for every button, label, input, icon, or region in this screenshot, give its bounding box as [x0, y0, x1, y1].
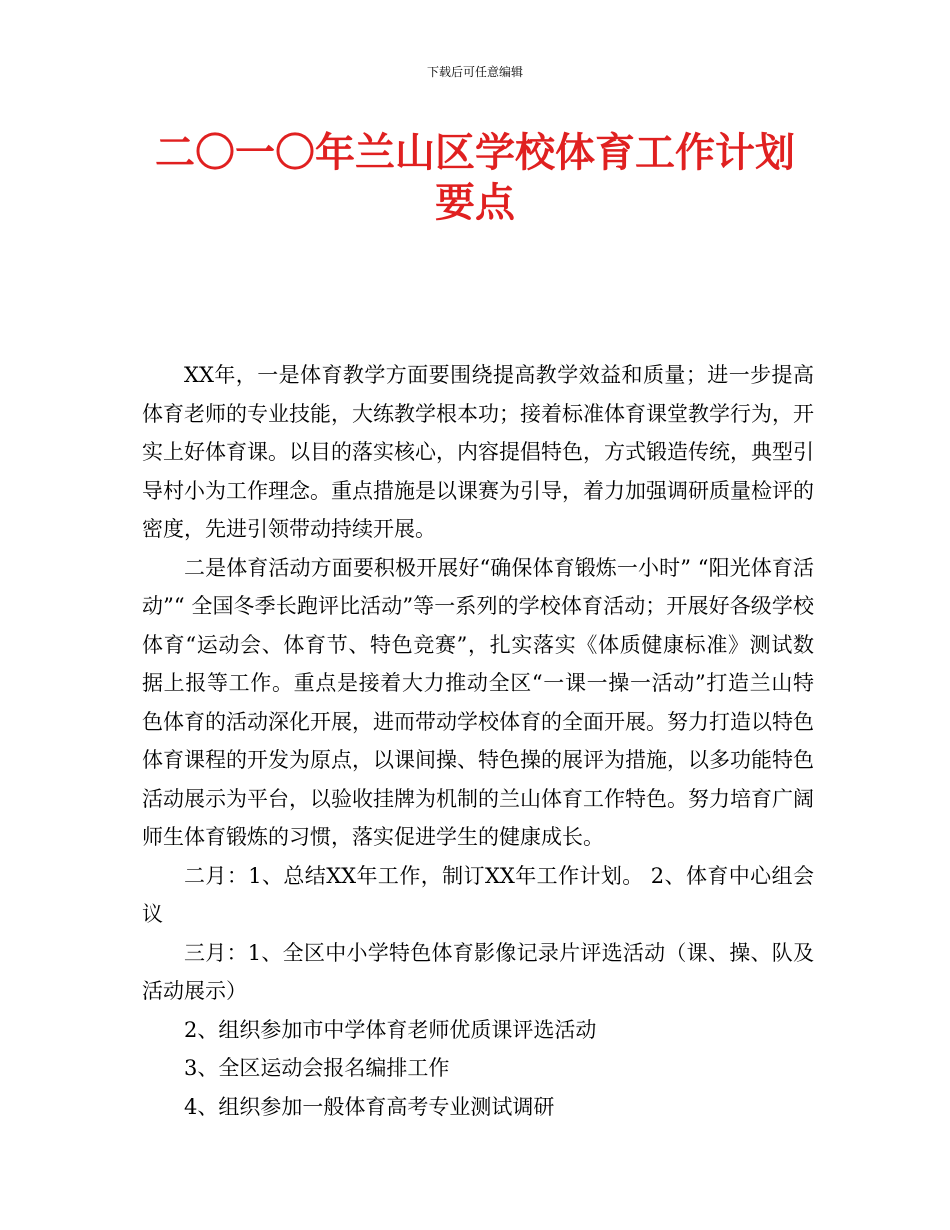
document-title — [120, 128, 830, 228]
page-header-note: 下载后可任意编辑 — [426, 65, 523, 79]
paragraph-activities: 二是体育活动方面要积极开展好“确保体育锻炼一小时” “阳光体育活动”“ 全国冬季长跑评比活动”等一系列的学校体育活动；开展好各级学校体育“运动会、体育节、特色竞赛”，扎实落实《体质健康标准》测试数据上报等工作。重点是接着大力推动全区“一课一操一活动”打造兰山特色体育的活动深化开展，进而带动学校体育的全面开展。努力打造以特色体育课程的开发为原点，以课间操、特色操的展评为措施，以多功能特色活动展示为平台，以验收挂牌为机制的兰山体育工作特色。努力培育广阔师生体育锻炼的习惯，落实促进学生的健康成长。 — [142, 555, 814, 849]
document-title-line-1: 二〇一〇年兰山区学校体育工作计划 — [155, 130, 795, 176]
list-item-march-3: 3、全区运动会报名编排工作 — [184, 1056, 450, 1080]
list-item-march-4: 4、组织参加一般体育高考专业测试调研 — [184, 1094, 555, 1119]
list-item-march-2: 2、组织参加市中学体育老师优质课评选活动 — [184, 1017, 597, 1042]
paragraph-february: 二月：1、总结XX年工作，制订XX年工作计划。 2、体育中心组会议 — [142, 863, 814, 926]
paragraph-march: 三月：1、全区中小学特色体育影像记录片评选活动（课、操、队及活动展示） — [142, 940, 814, 1003]
paragraph-intro: XX年，一是体育教学方面要围绕提高教学效益和质量；进一步提高体育老师的专业技能，大练教学根本功；接着标准体育课堂教学行为，开实上好体育课。以目的落实核心，内容提倡特色，方式锻造传统，典型引导村小为工作理念。重点措施是以课赛为引导，着力加强调研质量检评的密度，先进引领带动持续开展。 — [142, 363, 814, 541]
document-title-line-2: 要点 — [435, 180, 515, 226]
document-body — [142, 356, 814, 1126]
